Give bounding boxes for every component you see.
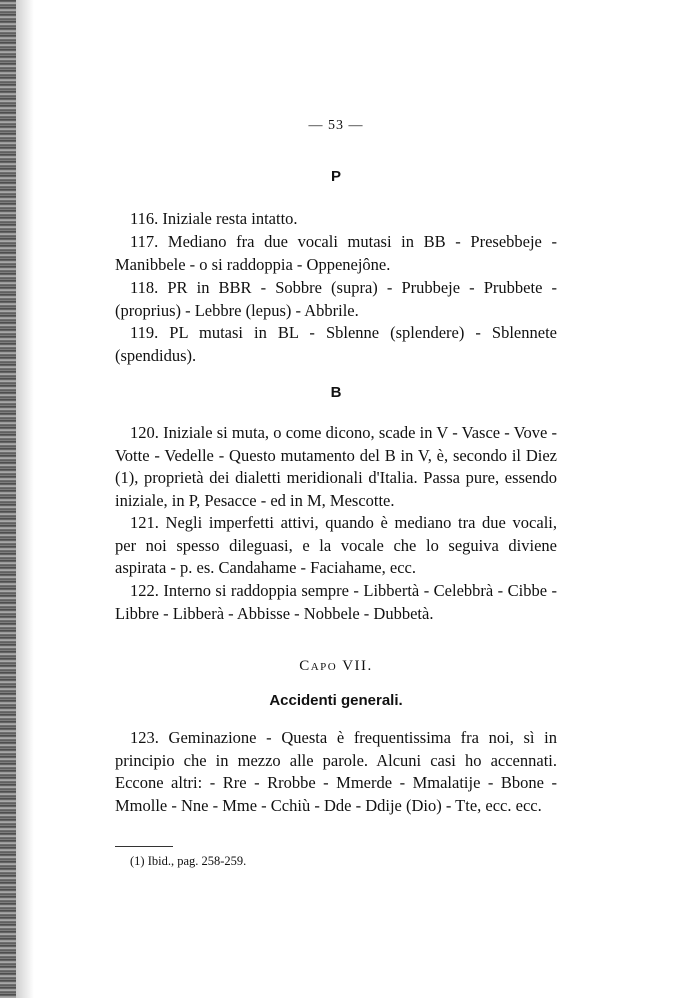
binding-shadow [16, 0, 34, 998]
paragraph-121: 121. Negli imperfetti attivi, quando è mediano tra due vocali, per noi spesso dileguasi, e la vocale che lo seguiva diviene aspirata - p. es. Candahame - Faciahame, ecc. [115, 513, 557, 578]
section-heading-b: B [330, 384, 342, 401]
paragraph-119: 119. PL mutasi in BL - Sblenne (splendere) - Sblennete (spendidus). [115, 323, 557, 365]
paragraph-123: 123. Geminazione - Questa è frequentissima fra noi, sì in principio che in mezzo alle parole. Alcuni casi ho accennati. Eccone altri: - Rre - Rrobbe - Mmerde - Mmalatije - Bbone - Mmolle - Nne - Mme - Cchiù - Dde - Ddije (Dio) - Tte, ecc. ecc. [115, 728, 557, 815]
footnote-rule [115, 846, 173, 847]
footnote: (1) Ibid., pag. 258-259. [130, 854, 247, 868]
chapter-number: Capo VII. [299, 658, 373, 674]
chapter-title: Accidenti generali. [269, 692, 403, 709]
paragraph-116: 116. Iniziale resta intatto. [130, 209, 298, 228]
section-heading-p: P [330, 168, 341, 185]
paragraph-117: 117. Mediano fra due vocali mutasi in BB - Presebbeje - Manibbele - o si raddoppia - Oppenejône. [115, 232, 557, 274]
paragraph-120: 120. Iniziale si muta, o come dicono, scade in V - Vasce - Vove - Votte - Vedelle - Questo mutamento del B in V, è, secondo il Diez (1), proprietà dei dialetti meridionali d'Italia. Passa pure, essendo iniziale, in P, Pesacce - ed in M, Mescotte. [115, 423, 557, 510]
page-number: — 53 — [308, 118, 364, 133]
paragraph-118: 118. PR in BBR - Sobbre (supra) - Prubbeje - Prubbete - (proprius) - Lebbre (lepus) - Abbrile. [115, 278, 557, 320]
book-binding-edge [0, 0, 16, 998]
paragraph-122: 122. Interno si raddoppia sempre - Libbertà - Celebbrà - Cibbe - Libbre - Libberà - Abbisse - Nobbele - Dubbetà. [115, 581, 557, 623]
